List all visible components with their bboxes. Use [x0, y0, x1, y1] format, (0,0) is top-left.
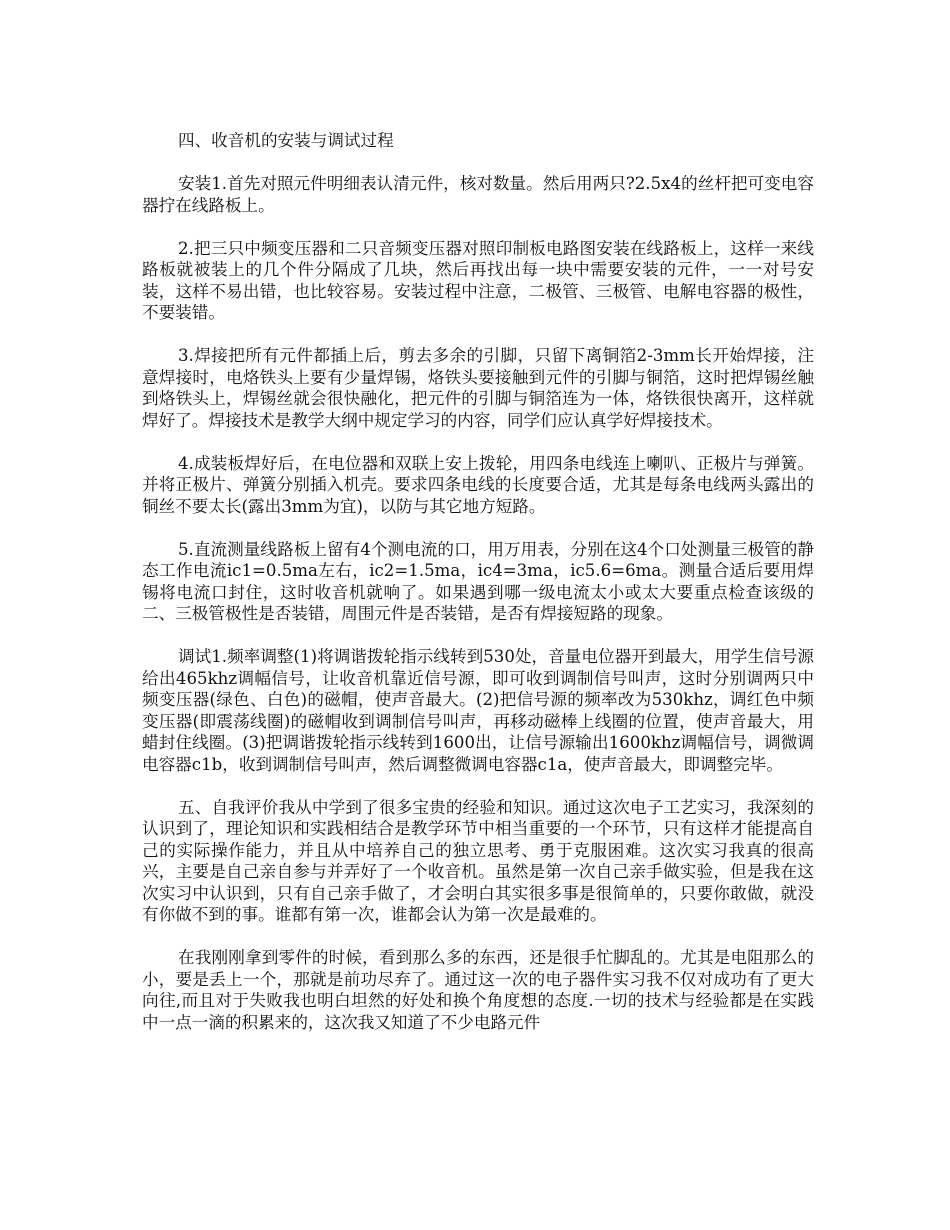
paragraph-tuning: 调试1.频率调整(1)将调谐拨轮指示线转到530处，音量电位器开到最大，用学生信号源给出465khz调幅信号，让收音机靠近信号源，即可收到调制信号叫声，这时分别调两只中频变压器(绿色、白色)的磁帽，使声音最大。(2)把信号源的频率改为530khz，调红色中频变压器(即震荡线圈)的磁帽收到调制信号叫声，再移动磁棒上线圈的位置，使声音最大，用蜡封住线圈。(3)把调谐拨轮指示线转到1600出，让信号源输出1600khz调幅信号，调微调电容器c1b，收到调制信号叫声，然后调整微调电容器c1a，使声音最大，即调整完毕。 [142, 647, 814, 774]
paragraph-install-2: 2.把三只中频变压器和二只音频变压器对照印制板电路图安装在线路板上，这样一来线路板就被装上的几个件分隔成了几块，然后再找出每一块中需要安装的元件，一一对号安装，这样不易出错，也比较容易。安装过程中注意，二极管、三极管、电解电容器的极性，不要装错。 [142, 238, 814, 322]
paragraph-soldering: 3.焊接把所有元件都插上后，剪去多余的引脚，只留下离铜箔2-3mm长开始焊接，注意焊接时，电烙铁头上要有少量焊锡，烙铁头要接触到元件的引脚与铜箔，这时把焊锡丝触到烙铁头上，焊锡丝就会很快融化，把元件的引脚与铜箔连为一体，烙铁很快离开，这样就焊好了。焊接技术是教学大纲中规定学习的内容，同学们应认真学好焊接技术。 [142, 346, 814, 430]
paragraph-reflection: 在我刚刚拿到零件的时候，看到那么多的东西，还是很手忙脚乱的。尤其是电阻那么的小，要是丢上一个，那就是前功尽弃了。通过这一次的电子器件实习我不仅对成功有了更大向往,而且对于失败我也明白坦然的好处和换个角度想的态度.一切的技术与经验都是在实践中一点一滴的积累来的，这次我又知道了不少电路元件 [142, 948, 814, 1032]
document-page [142, 130, 814, 1055]
paragraph-assembly: 4.成装板焊好后，在电位器和双联上安上拨轮，用四条电线连上喇叭、正极片与弹簧。并将正极片、弹簧分别插入机壳。要求四条电线的长度要合适，尤其是每条电线两头露出的铜丝不要太长(露出3mm为宜)，以防与其它地方短路。 [142, 453, 814, 516]
paragraph-dc-measurement: 5.直流测量线路板上留有4个测电流的口，用万用表，分别在这4个口处测量三极管的静态工作电流ic1=0.5ma左右，ic2=1.5ma，ic4=3ma，ic5.6=6ma。测量合适后要用焊锡将电流口封住，这时收音机就响了。如果遇到哪一级电流太小或太大要重点检查该级的二、三极管极性是否装错，周围元件是否装错，是否有焊接短路的现象。 [142, 539, 814, 623]
section-heading: 四、收音机的安装与调试过程 [178, 131, 394, 150]
paragraph-install-1: 安装1.首先对照元件明细表认清元件，核对数量。然后用两只?2.5x4的丝杆把可变电容器拧在线路板上。 [142, 174, 814, 215]
paragraph-self-evaluation: 五、自我评价我从中学到了很多宝贵的经验和知识。通过这次电子工艺实习，我深刻的认识到了，理论知识和实践相结合是教学环节中相当重要的一个环节，只有这样才能提高自己的实际操作能力，并且从中培养自己的独立思考、勇于克服困难。这次实习我真的很高兴，主要是自己亲自参与并弄好了一个收音机。虽然是第一次自己亲手做实验，但是我在这次实习中认识到，只有自己亲手做了，才会明白其实很多事是很简单的，只要你敢做，就没有你做不到的事。谁都有第一次，谁都会认为第一次是最难的。 [142, 797, 814, 924]
